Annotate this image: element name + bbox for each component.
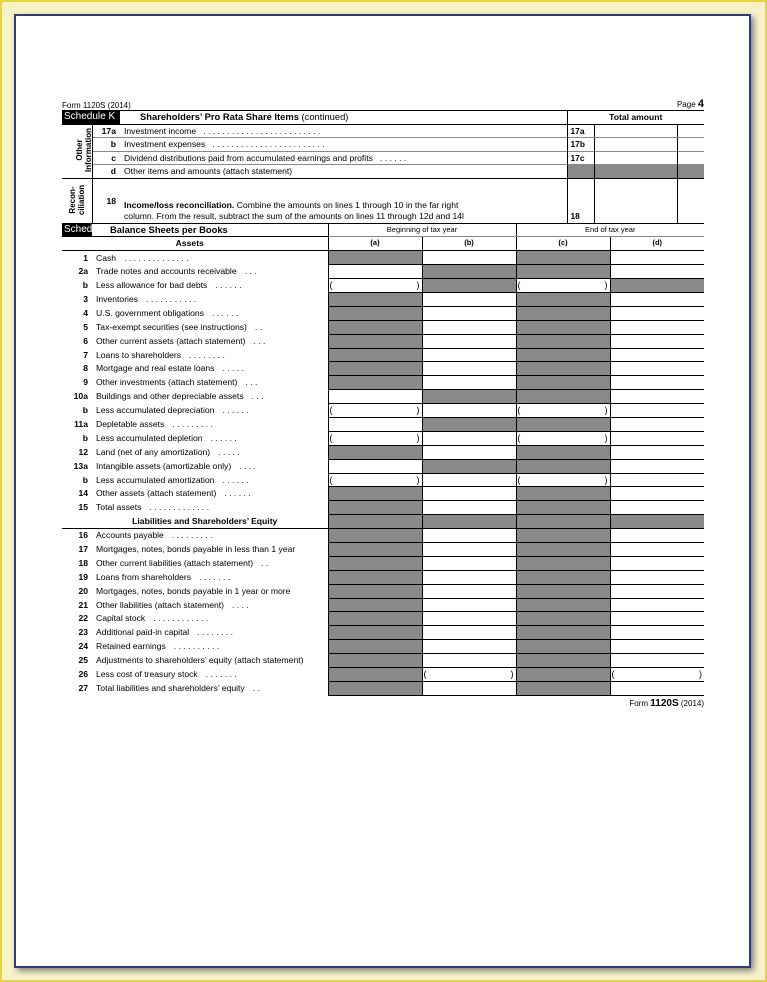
line-description: Loans to shareholders . . . . . . . . xyxy=(96,349,225,360)
cell-line-12-col-a xyxy=(328,445,422,459)
cell-line-13a-col-c xyxy=(516,459,610,473)
line-number: 8 xyxy=(83,363,88,374)
cell-line-19-col-c xyxy=(516,570,610,584)
line-number: 2a xyxy=(78,266,88,277)
cell-line-20-col-d[interactable] xyxy=(610,584,704,598)
assets-heading: Assets xyxy=(92,237,328,251)
cell-liab-heading-b xyxy=(422,515,516,529)
line-number: 19 xyxy=(78,571,88,582)
cell-line-13a-col-a[interactable] xyxy=(328,459,422,473)
table-row xyxy=(62,348,704,362)
cell-line-26-col-b[interactable]: ( ) xyxy=(422,668,516,682)
cell-line-7-col-b[interactable] xyxy=(422,348,516,362)
line-number: c xyxy=(111,152,116,163)
box-17a: 17a xyxy=(567,124,594,138)
cell-line-10a-col-d[interactable] xyxy=(610,390,704,404)
column-c-header: (c) xyxy=(516,237,610,251)
table-row xyxy=(62,459,704,473)
page-header xyxy=(62,98,704,110)
line-description: Total liabilities and shareholders’ equity . . xyxy=(96,682,260,693)
cell-line-18-col-b[interactable] xyxy=(422,556,516,570)
table-row xyxy=(62,487,704,501)
cell-line-12-col-d[interactable] xyxy=(610,445,704,459)
table-row xyxy=(62,251,704,265)
cell-line-12-col-b[interactable] xyxy=(422,445,516,459)
column-b-header: (b) xyxy=(422,237,516,251)
cell-line-9-col-a xyxy=(328,376,422,390)
cell-line-22-col-a xyxy=(328,612,422,626)
cell-line-15-col-a xyxy=(328,501,422,515)
line-number: 26 xyxy=(78,669,88,680)
line-17c-description: Dividend distributions paid from accumulated earnings and profits . . . . . . xyxy=(124,152,407,163)
line-description: Other current assets (attach statement) . . . xyxy=(96,335,266,346)
amount-17a-field[interactable] xyxy=(594,124,677,138)
cell-line-27-col-b[interactable] xyxy=(422,681,516,695)
schedule-l-tag: Schedule L xyxy=(62,224,92,237)
cell-line-12-col-c xyxy=(516,445,610,459)
cell-line-b-col-a[interactable]: ( ) xyxy=(328,431,422,445)
line-number: 3 xyxy=(83,293,88,304)
cell-line-6-col-b[interactable] xyxy=(422,334,516,348)
line-number: 10a xyxy=(73,391,88,402)
cell-line-3-col-b[interactable] xyxy=(422,292,516,306)
cell-line-18-col-c xyxy=(516,556,610,570)
cell-line-20-col-c xyxy=(516,584,610,598)
amount-18-cents-field[interactable] xyxy=(677,178,704,223)
beginning-of-tax-year-header: Beginning of tax year xyxy=(328,224,516,237)
cell-line-b-col-a[interactable]: ( ) xyxy=(328,473,422,487)
cell-line-23-col-c xyxy=(516,626,610,640)
cell-line-14-col-a xyxy=(328,487,422,501)
table-row xyxy=(62,570,704,584)
cell-line-2a-col-d[interactable] xyxy=(610,265,704,279)
line-number: b xyxy=(82,432,88,443)
cell-line-b-col-d[interactable] xyxy=(610,473,704,487)
line-description: Land (net of any amortization) . . . . . xyxy=(96,446,240,457)
cell-line-19-col-a xyxy=(328,570,422,584)
table-row xyxy=(62,668,704,682)
table-row xyxy=(62,265,704,279)
table-row xyxy=(62,556,704,570)
cell-line-3-col-a xyxy=(328,292,422,306)
cell-line-10a-col-c xyxy=(516,390,610,404)
cell-line-3-col-c xyxy=(516,292,610,306)
line-number: 15 xyxy=(78,502,88,513)
line-number: 4 xyxy=(83,307,88,318)
line-description: Adjustments to shareholders’ equity (attach statement) xyxy=(96,655,304,666)
cell-line-b-col-d[interactable] xyxy=(610,404,704,418)
page-number: 4 xyxy=(697,98,704,110)
schedule-k-tag: Schedule K xyxy=(62,111,120,125)
cell-line-b-col-c[interactable]: ( ) xyxy=(516,404,610,418)
amount-18-field[interactable] xyxy=(594,178,677,223)
schedule-l-table xyxy=(62,224,704,696)
cell-line-6-col-c xyxy=(516,334,610,348)
line-description: Other assets (attach statement) . . . . . . xyxy=(96,488,251,499)
cell-line-2a-col-c xyxy=(516,265,610,279)
cell-line-7-col-d[interactable] xyxy=(610,348,704,362)
cell-line-19-col-d[interactable] xyxy=(610,570,704,584)
line-description: Other investments (attach statement) . . . xyxy=(96,377,258,388)
cell-line-23-col-b[interactable] xyxy=(422,626,516,640)
line-number: b xyxy=(82,405,88,416)
line-number: 5 xyxy=(83,321,88,332)
cell-line-4-col-d[interactable] xyxy=(610,306,704,320)
line-description: Depletable assets . . . . . . . . . xyxy=(96,418,213,429)
cell-line-25-col-a xyxy=(328,654,422,668)
cell-line-15-col-b[interactable] xyxy=(422,501,516,515)
cell-line-1-col-d[interactable] xyxy=(610,251,704,265)
line-number: 17a xyxy=(101,125,116,136)
table-row xyxy=(62,292,704,306)
schedule-k-title: Shareholders’ Pro Rata Share Items (continued) xyxy=(120,111,567,125)
cell-line-16-col-c xyxy=(516,529,610,543)
cell-line-21-col-c xyxy=(516,598,610,612)
cell-line-27-col-d[interactable] xyxy=(610,681,704,695)
cell-line-24-col-b[interactable] xyxy=(422,640,516,654)
line-description: Less allowance for bad debts . . . . . . xyxy=(96,280,242,291)
cell-line-8-col-b[interactable] xyxy=(422,362,516,376)
amount-17c-field[interactable] xyxy=(594,151,677,165)
cell-line-15-col-d[interactable] xyxy=(610,501,704,515)
line-number: 6 xyxy=(83,335,88,346)
table-row xyxy=(62,390,704,404)
table-row xyxy=(62,473,704,487)
cell-line-25-col-c xyxy=(516,654,610,668)
line-number: 17 xyxy=(78,544,88,554)
line-number: 24 xyxy=(78,641,88,652)
footer-form-name: Form 1120S (2014) xyxy=(629,697,704,709)
cell-line-b-col-b[interactable] xyxy=(422,404,516,418)
page-number-label: Page 4 xyxy=(676,98,704,110)
cell-line-17-col-c xyxy=(516,543,610,557)
line-number: 11a xyxy=(74,418,88,429)
cell-line-14-col-d[interactable] xyxy=(610,487,704,501)
line-number: 9 xyxy=(83,377,88,388)
cell-line-27-col-c xyxy=(516,681,610,695)
cell-line-5-col-d[interactable] xyxy=(610,320,704,334)
line-number: b xyxy=(82,474,88,485)
line-number: 27 xyxy=(78,682,88,693)
cell-line-17-col-a xyxy=(328,543,422,557)
table-row xyxy=(62,640,704,654)
cell-line-13a-col-b xyxy=(422,459,516,473)
line-number: d xyxy=(92,165,120,179)
table-row xyxy=(62,529,704,543)
cell-line-15-col-c xyxy=(516,501,610,515)
line-description: Additional paid-in capital . . . . . . . . xyxy=(96,627,233,638)
reconciliation-label: Recon- ciliation xyxy=(62,178,92,223)
amount-17c-cents-field[interactable] xyxy=(677,151,704,165)
cell-line-16-col-d[interactable] xyxy=(610,529,704,543)
line-description: Less accumulated depletion . . . . . . xyxy=(96,432,237,443)
line-number: 23 xyxy=(78,627,88,638)
cell-line-24-col-c xyxy=(516,640,610,654)
table-row xyxy=(62,584,704,598)
table-row xyxy=(62,279,704,293)
line-description: Other current liabilities (attach statement) . . xyxy=(96,557,269,568)
line-description: Accounts payable . . . . . . . . . xyxy=(96,530,213,541)
cell-line-27-col-a xyxy=(328,681,422,695)
cell-line-14-col-c xyxy=(516,487,610,501)
table-row xyxy=(62,320,704,334)
liabilities-heading: Liabilities and Shareholders’ Equity xyxy=(92,515,328,529)
line-description: Mortgages, notes, bonds payable in less than 1 year xyxy=(96,544,296,554)
line-description: Capital stock . . . . . . . . . . . . xyxy=(96,613,209,624)
cell-line-17-col-d[interactable] xyxy=(610,543,704,557)
page-footer xyxy=(62,696,704,710)
cell-line-1-col-a xyxy=(328,251,422,265)
line-description: Less cost of treasury stock . . . . . . . xyxy=(96,669,237,680)
line-number: 25 xyxy=(78,655,88,666)
cell-line-11a-col-c xyxy=(516,418,610,432)
line-description: Less accumulated depreciation . . . . . . xyxy=(96,405,249,416)
cell-liab-heading-a xyxy=(328,515,422,529)
cell-line-21-col-a xyxy=(328,598,422,612)
cell-line-11a-col-b xyxy=(422,418,516,432)
cell-line-b-col-c[interactable]: ( ) xyxy=(516,279,610,293)
line-number: 18 xyxy=(92,178,120,223)
cell-line-b-col-d xyxy=(610,279,704,293)
table-row xyxy=(62,626,704,640)
total-amount-header: Total amount xyxy=(567,111,704,125)
cell-line-4-col-b[interactable] xyxy=(422,306,516,320)
cell-line-9-col-c xyxy=(516,376,610,390)
cell-line-b-col-c[interactable]: ( ) xyxy=(516,473,610,487)
amount-17b-cents-field[interactable] xyxy=(677,138,704,152)
cell-line-21-col-d[interactable] xyxy=(610,598,704,612)
line-17b-description: Investment expenses . . . . . . . . . . . . . . . . . . . . . . . . xyxy=(124,139,325,149)
cell-line-18-col-a xyxy=(328,556,422,570)
cell-line-b-col-b[interactable] xyxy=(422,473,516,487)
line-description: Less accumulated amortization . . . . . . xyxy=(96,474,249,485)
table-row xyxy=(62,362,704,376)
column-a-header: (a) xyxy=(328,237,422,251)
cell-line-9-col-b[interactable] xyxy=(422,376,516,390)
cell-line-5-col-c xyxy=(516,320,610,334)
other-information-label: Other Information xyxy=(62,124,92,178)
box-17c: 17c xyxy=(567,151,594,165)
assets-rows xyxy=(62,251,704,515)
table-row xyxy=(62,681,704,695)
line-number: 12 xyxy=(78,446,88,457)
line-number: 18 xyxy=(78,557,88,568)
cell-liab-heading-d xyxy=(610,515,704,529)
cell-line-9-col-d[interactable] xyxy=(610,376,704,390)
cell-line-24-col-a xyxy=(328,640,422,654)
line-number: 13a xyxy=(73,460,88,471)
table-row xyxy=(62,376,704,390)
cell-line-14-col-b[interactable] xyxy=(422,487,516,501)
line-description: Tax-exempt securities (see instructions) . . xyxy=(96,321,263,332)
cell-line-11a-col-a[interactable] xyxy=(328,418,422,432)
cell-line-b-col-d[interactable] xyxy=(610,431,704,445)
cell-line-25-col-b[interactable] xyxy=(422,654,516,668)
line-number: 22 xyxy=(78,613,88,624)
cell-line-24-col-d[interactable] xyxy=(610,640,704,654)
cell-line-22-col-d[interactable] xyxy=(610,612,704,626)
line-description: Mortgages, notes, bonds payable in 1 year or more xyxy=(96,585,291,596)
cell-line-b-col-a[interactable]: ( ) xyxy=(328,404,422,418)
line-description: Total assets . . . . . . . . . . . . . xyxy=(96,502,210,513)
box-17d-shaded xyxy=(567,165,594,179)
line-number: 1 xyxy=(83,252,88,263)
table-row xyxy=(62,445,704,459)
line-number: b xyxy=(110,139,116,149)
cell-line-26-col-d[interactable]: ( ) xyxy=(610,668,704,682)
cell-line-17-col-b[interactable] xyxy=(422,543,516,557)
cell-liab-heading-c xyxy=(516,515,610,529)
table-row xyxy=(62,501,704,515)
line-number: 21 xyxy=(78,599,88,610)
schedule-l-title: Balance Sheets per Books xyxy=(92,224,328,237)
end-of-tax-year-header: End of tax year xyxy=(516,224,704,237)
box-17b: 17b xyxy=(567,138,594,152)
line-description: Intangible assets (amortizable only) . . . . xyxy=(96,460,256,471)
cell-line-26-col-c xyxy=(516,668,610,682)
line-description: Retained earnings . . . . . . . . . . xyxy=(96,641,220,652)
line-description: Trade notes and accounts receivable . . . xyxy=(96,266,257,277)
table-row xyxy=(62,612,704,626)
line-17a-description: Investment income . . . . . . . . . . . . . . . . . . . . . . . . . xyxy=(124,125,321,136)
cell-line-21-col-b[interactable] xyxy=(422,598,516,612)
cell-line-19-col-b[interactable] xyxy=(422,570,516,584)
line-description: Other liabilities (attach statement) . . . . xyxy=(96,599,249,610)
table-row xyxy=(62,654,704,668)
line-number: 20 xyxy=(78,585,88,596)
box-18: 18 xyxy=(567,178,594,223)
cell-line-22-col-b[interactable] xyxy=(422,612,516,626)
line-description: Buildings and other depreciable assets . . . xyxy=(96,391,264,402)
line-description: U.S. government obligations . . . . . . xyxy=(96,307,239,318)
amount-17d-shaded xyxy=(594,165,677,179)
cell-line-20-col-b[interactable] xyxy=(422,584,516,598)
cell-line-1-col-b[interactable] xyxy=(422,251,516,265)
cell-line-22-col-c xyxy=(516,612,610,626)
line-description: Inventories . . . . . . . . . . . xyxy=(96,293,197,304)
cell-line-7-col-a xyxy=(328,348,422,362)
amount-17d-cents-shaded xyxy=(677,165,704,179)
cell-line-7-col-c xyxy=(516,348,610,362)
cell-line-11a-col-d[interactable] xyxy=(610,418,704,432)
cell-line-b-col-b xyxy=(422,279,516,293)
form-page xyxy=(62,98,704,710)
table-row xyxy=(62,431,704,445)
line-17d-description: Other items and amounts (attach statement) xyxy=(120,165,567,179)
table-row xyxy=(62,418,704,432)
cell-line-10a-col-a[interactable] xyxy=(328,390,422,404)
table-row xyxy=(62,598,704,612)
cell-line-8-col-c xyxy=(516,362,610,376)
table-row xyxy=(62,334,704,348)
line-number: 14 xyxy=(78,488,88,499)
cell-line-2a-col-a[interactable] xyxy=(328,265,422,279)
cell-line-2a-col-b xyxy=(422,265,516,279)
cell-line-18-col-d[interactable] xyxy=(610,556,704,570)
cell-line-6-col-a xyxy=(328,334,422,348)
cell-line-b-col-a[interactable]: ( ) xyxy=(328,279,422,293)
liabilities-rows xyxy=(62,529,704,696)
line-description: Loans from shareholders . . . . . . . xyxy=(96,571,231,582)
cell-line-16-col-a xyxy=(328,529,422,543)
line-number: 16 xyxy=(78,530,88,541)
cell-line-25-col-d[interactable] xyxy=(610,654,704,668)
cell-line-6-col-d[interactable] xyxy=(610,334,704,348)
line-number: 7 xyxy=(83,349,88,360)
cell-line-b-col-b[interactable] xyxy=(422,431,516,445)
cell-line-13a-col-d[interactable] xyxy=(610,459,704,473)
form-label: Form 1120S (2014) xyxy=(62,101,131,110)
column-d-header: (d) xyxy=(610,237,704,251)
line-description: Mortgage and real estate loans . . . . . xyxy=(96,363,244,374)
line-number: b xyxy=(82,280,88,291)
cell-line-10a-col-b xyxy=(422,390,516,404)
cell-line-4-col-c xyxy=(516,306,610,320)
cell-line-23-col-a xyxy=(328,626,422,640)
cell-line-3-col-d[interactable] xyxy=(610,292,704,306)
cell-line-1-col-c xyxy=(516,251,610,265)
cell-line-8-col-d[interactable] xyxy=(610,362,704,376)
cell-line-4-col-a xyxy=(328,306,422,320)
table-row xyxy=(62,543,704,557)
cell-line-20-col-a xyxy=(328,584,422,598)
cell-line-26-col-a xyxy=(328,668,422,682)
cell-line-b-col-c[interactable]: ( ) xyxy=(516,431,610,445)
cell-line-5-col-b[interactable] xyxy=(422,320,516,334)
cell-line-16-col-b[interactable] xyxy=(422,529,516,543)
table-row xyxy=(62,306,704,320)
schedule-k-table xyxy=(62,110,704,224)
line-18-description: Income/loss reconciliation. Combine the amounts on lines 1 through 10 in the far right column. From the result, subtract the sum of the amounts on lines 11 through 12d and 14l xyxy=(120,178,567,223)
line-description: Cash . . . . . . . . . . . . . . xyxy=(96,252,189,263)
cell-line-23-col-d[interactable] xyxy=(610,626,704,640)
cell-line-8-col-a xyxy=(328,362,422,376)
amount-17b-field[interactable] xyxy=(594,138,677,152)
amount-17a-cents-field[interactable] xyxy=(677,124,704,138)
table-row xyxy=(62,404,704,418)
cell-line-5-col-a xyxy=(328,320,422,334)
